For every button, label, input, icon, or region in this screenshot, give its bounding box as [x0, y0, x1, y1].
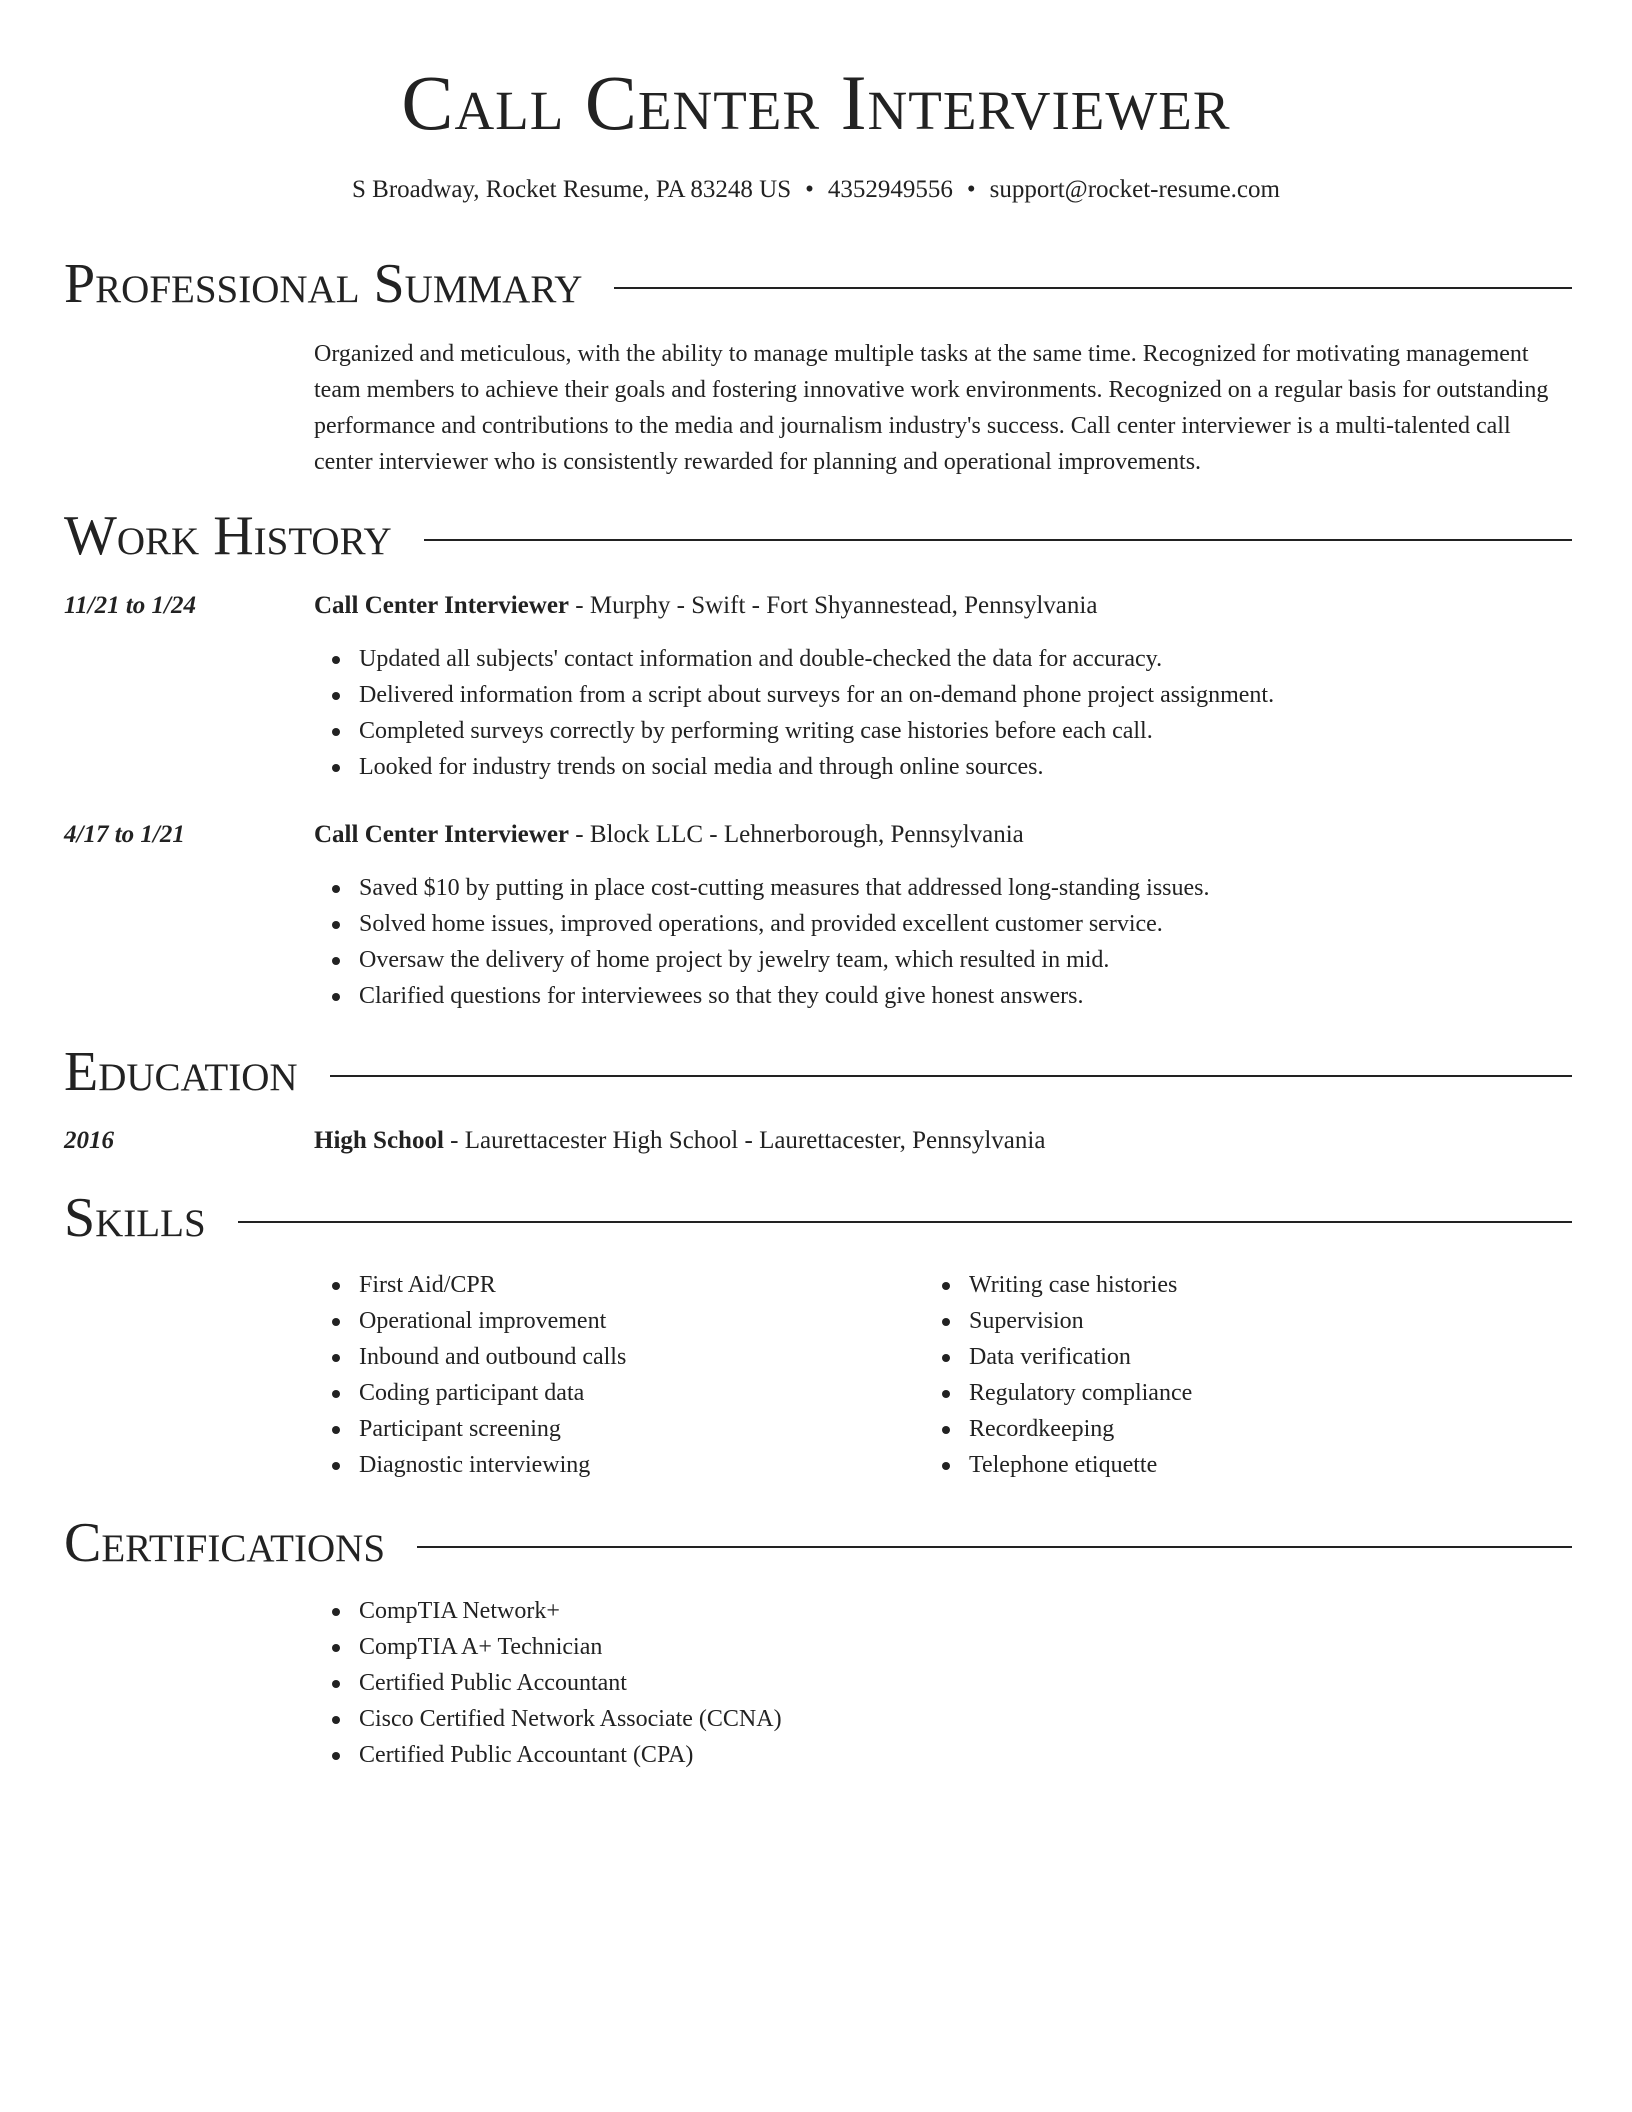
skill-item: Diagnostic interviewing [359, 1447, 626, 1483]
address: S Broadway, Rocket Resume, PA 83248 US [352, 176, 792, 203]
certification-item: CompTIA A+ Technician [359, 1629, 782, 1665]
education-heading [314, 1125, 1572, 1157]
list-item: Solved home issues, improved operations, and provided excellent customer service. [359, 906, 1210, 942]
skill-item: Operational improvement [359, 1303, 626, 1339]
section-title: Professional Summary [64, 253, 583, 315]
list-item: Oversaw the delivery of home project by jewelry team, which resulted in mid. [359, 942, 1210, 978]
list-item: Completed surveys correctly by performing writing case histories before each call. [359, 713, 1274, 749]
certification-item: Cisco Certified Network Associate (CCNA) [359, 1701, 782, 1737]
job-title: Call Center Interviewer [314, 592, 570, 619]
certification-item: Certified Public Accountant (CPA) [359, 1737, 782, 1773]
section-title: Work History [64, 505, 392, 567]
job-heading [314, 590, 1572, 622]
skill-item: Participant screening [359, 1411, 626, 1447]
skills-section-header [64, 1186, 1572, 1250]
skills-list-left [314, 1267, 626, 1483]
job-employer: - Murphy - Swift - Fort Shyannestead, Pennsylvania [569, 592, 1098, 619]
certifications-section-header [64, 1511, 1572, 1575]
email-link[interactable]: support@rocket-resume.com [989, 176, 1280, 203]
job-title: Call Center Interviewer [314, 821, 570, 848]
education-year: 2016 [64, 1127, 114, 1154]
school: - Laurettacester High School - Laurettacester, Pennsylvania [443, 1127, 1046, 1154]
certification-item: CompTIA Network+ [359, 1593, 782, 1629]
skills-list-right [924, 1267, 1192, 1483]
degree: High School [314, 1127, 444, 1154]
section-title: Education [64, 1041, 298, 1103]
separator-dot: • [805, 176, 814, 203]
list-item: Updated all subjects' contact information and double-checked the data for accuracy. [359, 641, 1274, 677]
job-bullets [314, 870, 1210, 1014]
skill-item: Supervision [969, 1303, 1192, 1339]
skill-item: Data verification [969, 1339, 1192, 1375]
job-employer: - Block LLC - Lehnerborough, Pennsylvania [569, 821, 1024, 848]
section-divider [238, 1221, 1572, 1223]
section-divider [424, 539, 1572, 541]
skill-item: Inbound and outbound calls [359, 1339, 626, 1375]
list-item: Clarified questions for interviewees so that they could give honest answers. [359, 978, 1210, 1014]
skill-item: Writing case histories [969, 1267, 1192, 1303]
skill-item: Telephone etiquette [969, 1447, 1192, 1483]
education-section-header [64, 1040, 1572, 1104]
skill-item: First Aid/CPR [359, 1267, 626, 1303]
list-item: Delivered information from a script about surveys for an on-demand phone project assignment. [359, 677, 1274, 713]
list-item: Looked for industry trends on social media and through online sources. [359, 749, 1274, 785]
job-bullets [314, 641, 1274, 785]
skill-item: Coding participant data [359, 1375, 626, 1411]
candidate-name: Call Center Interviewer [401, 59, 1231, 146]
summary-text: Organized and meticulous, with the ability to manage multiple tasks at the same time. Recognized for motivating management team members to achieve their goals and fostering innovative work environments. Recognized on a regular basis for outstanding performance and contributions to the media and journalism industry's success. Call center interviewer is a multi-talented call center interviewer who is consistently rewarded for planning and operational improvements. [314, 341, 1549, 475]
job-dates: 11/21 to 1/24 [64, 592, 196, 619]
section-title: Certifications [64, 1512, 386, 1574]
contact-line [0, 174, 1632, 206]
section-divider [417, 1546, 1572, 1548]
phone: 4352949556 [827, 176, 953, 203]
section-title: Skills [64, 1187, 206, 1249]
section-divider [614, 287, 1572, 289]
work-section-header [64, 504, 1572, 568]
summary-section-header [64, 252, 1572, 316]
job-heading [314, 819, 1572, 851]
separator-dot: • [966, 176, 976, 203]
section-divider [330, 1075, 1572, 1077]
skill-item: Recordkeeping [969, 1411, 1192, 1447]
certification-item: Certified Public Accountant [359, 1665, 782, 1701]
skill-item: Regulatory compliance [969, 1375, 1192, 1411]
certifications-list [314, 1593, 782, 1773]
job-dates: 4/17 to 1/21 [64, 821, 185, 848]
list-item: Saved $10 by putting in place cost-cutting measures that addressed long-standing issues. [359, 870, 1210, 906]
